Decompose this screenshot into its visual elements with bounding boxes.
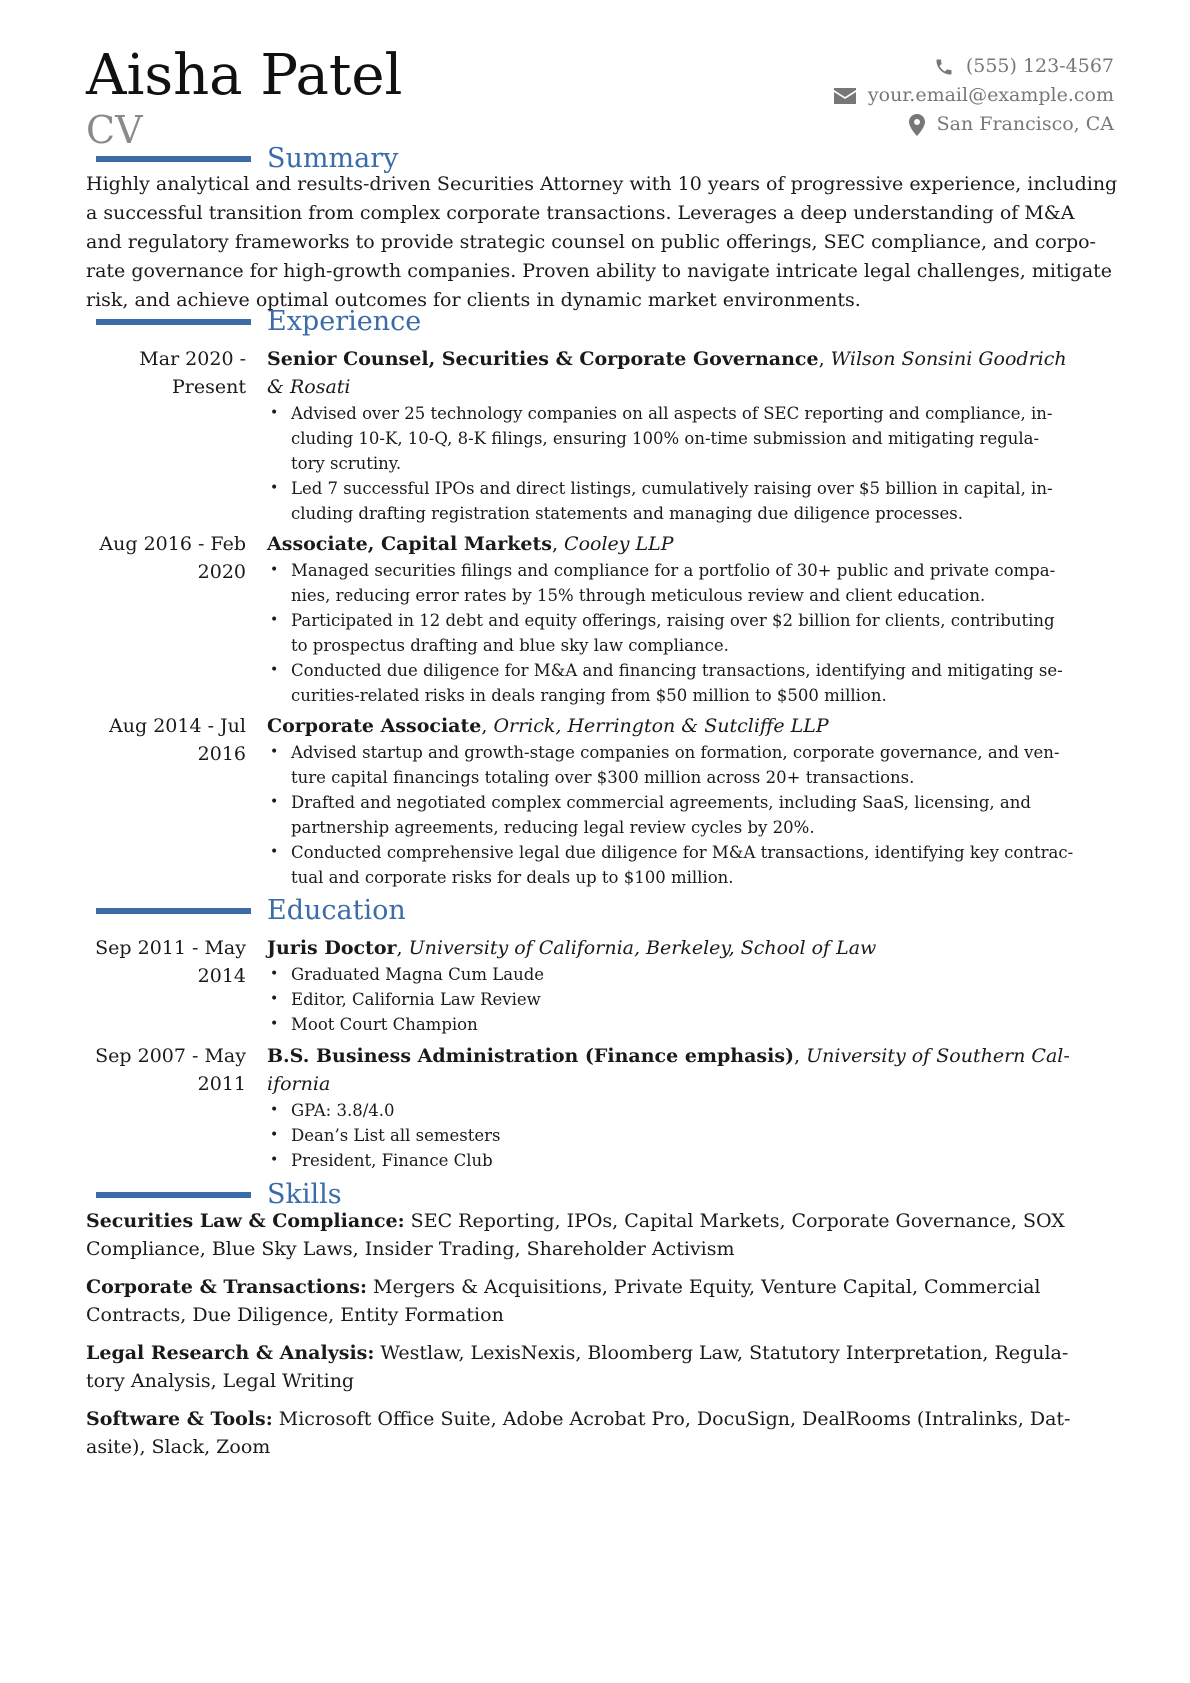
summary-line: rate governance for high-growth companies. Proven ability to navigate intricate legal challenges, mitigate: [86, 260, 1113, 282]
entry-heading: Senior Counsel, Securities & Corporate Governance, Wilson Sonsini Goodrich: [267, 348, 1067, 370]
skill-values: Westlaw, LexisNexis, Bloomberg Law, Statutory Interpretation, Regula-: [374, 1342, 1069, 1364]
entry-date: [86, 1042, 246, 1098]
entry-date: [86, 934, 246, 990]
skill-label: Software & Tools:: [86, 1408, 273, 1430]
entry-date: [86, 712, 246, 768]
candidate-name: Aisha Patel: [86, 43, 403, 108]
bullet-line: • Conducted due diligence for M&A and financing transactions, identifying and mitigating se-: [291, 661, 1063, 680]
bullet-item: [267, 476, 1114, 526]
entry-heading: Corporate Associate, Orrick, Herrington & Sutcliffe LLP: [267, 715, 829, 737]
bullet-item: [267, 987, 1114, 1012]
bullet-list: [267, 1098, 1114, 1173]
bullet-line: • Led 7 successful IPOs and direct listings, cumulatively raising over $5 billion in capital, in-: [291, 479, 1053, 498]
bullet-item: [267, 840, 1114, 890]
bullet-item: [267, 401, 1114, 476]
bullet-line: cluding 10-K, 10-Q, 8-K filings, ensuring 100% on-time submission and mitigating regula-: [291, 429, 1040, 448]
skill-group: [86, 1405, 1114, 1461]
skill-label: Securities Law & Compliance:: [86, 1210, 405, 1232]
bullet-line: • Managed securities filings and compliance for a portfolio of 30+ public and private compa-: [291, 561, 1056, 580]
degree-title: B.S. Business Administration (Finance emphasis): [267, 1045, 795, 1067]
bullet-line: partnership agreements, reducing legal review cycles by 20%.: [291, 818, 815, 837]
skill-values: SEC Reporting, IPOs, Capital Markets, Corporate Governance, SOX: [404, 1210, 1065, 1232]
skill-values-cont: Compliance, Blue Sky Laws, Insider Trading, Shareholder Activism: [86, 1238, 735, 1260]
section-title-experience: Experience: [267, 306, 422, 337]
date-line: Aug 2014 - Jul: [109, 715, 246, 737]
date-line: Mar 2020 -: [139, 348, 246, 370]
bullet-list: [267, 740, 1114, 890]
bullet-item: [267, 1123, 1114, 1148]
skill-values-cont: Contracts, Due Diligence, Entity Formation: [86, 1304, 504, 1326]
entry-date: [86, 530, 246, 586]
bullet-line: cluding drafting registration statements and managing due diligence processes.: [291, 504, 963, 523]
bullet-item: [267, 790, 1114, 840]
summary-line: a successful transition from complex corporate transactions. Leverages a deep understanding of M&A: [86, 202, 1075, 224]
location-text: San Francisco, CA: [936, 113, 1114, 135]
section-header-education: [86, 895, 1114, 927]
skill-values-cont: asite), Slack, Zoom: [86, 1436, 271, 1458]
entry-heading: B.S. Business Administration (Finance emphasis), University of Southern Cal-: [267, 1045, 1070, 1067]
entry-heading-cont: [267, 1070, 1114, 1098]
bullet-line: • Participated in 12 debt and equity offerings, raising over $2 billion for clients, contributing: [291, 611, 1055, 630]
email-text[interactable]: your.email@example.com: [867, 84, 1114, 106]
bullet-line: nies, reducing error rates by 15% through meticulous review and client education.: [291, 586, 986, 605]
entry-body: [267, 345, 1114, 526]
section-accent-bar: [96, 908, 251, 914]
contact-email: [834, 81, 1114, 110]
bullet-line: • GPA: 3.8/4.0: [291, 1101, 395, 1120]
date-line: 2011: [197, 1073, 246, 1095]
employer: Cooley LLP: [564, 533, 674, 555]
bullet-item: [267, 658, 1114, 708]
bullet-item: [267, 1148, 1114, 1173]
employer: Wilson Sonsini Goodrich: [830, 348, 1067, 370]
bullet-line: tual and corporate risks for deals up to $100 million.: [291, 868, 734, 887]
entry-heading: Juris Doctor, University of California, Berkeley, School of Law: [267, 937, 877, 959]
institution: University of California, Berkeley, School of Law: [408, 937, 877, 959]
skill-group: [86, 1273, 1114, 1329]
bullet-item: [267, 1012, 1114, 1037]
section-title-skills: Skills: [267, 1179, 342, 1210]
degree-title: Juris Doctor: [267, 937, 397, 959]
entry-heading: Associate, Capital Markets, Cooley LLP: [267, 533, 674, 555]
date-line: 2014: [197, 965, 246, 987]
summary-line: Highly analytical and results-driven Securities Attorney with 10 years of progressive experience, including: [86, 173, 1118, 195]
bullet-list: [267, 401, 1114, 526]
bullet-list: [267, 558, 1114, 708]
skill-label: Legal Research & Analysis:: [86, 1342, 375, 1364]
section-header-experience: [86, 306, 1114, 338]
entry-body: [267, 1042, 1114, 1173]
job-title: Associate, Capital Markets: [267, 533, 552, 555]
phone-text[interactable]: (555) 123-4567: [965, 55, 1114, 77]
section-title-education: Education: [267, 895, 406, 926]
employer-cont: & Rosati: [267, 376, 351, 398]
date-line: 2020: [197, 561, 246, 583]
job-title: Senior Counsel, Securities & Corporate Governance: [267, 348, 819, 370]
institution-cont: ifornia: [267, 1073, 331, 1095]
bullet-line: • Dean’s List all semesters: [291, 1126, 501, 1145]
contact-block: [834, 52, 1114, 139]
skill-values: Microsoft Office Suite, Adobe Acrobat Pro, DocuSign, DealRooms (Intralinks, Dat-: [272, 1408, 1071, 1430]
entry-body: [267, 530, 1114, 708]
job-title: Corporate Associate: [267, 715, 482, 737]
entry-body: [267, 934, 1114, 1037]
date-line: Present: [172, 376, 246, 398]
bullet-line: to prospectus drafting and blue sky law compliance.: [291, 636, 729, 655]
bullet-line: curities-related risks in deals ranging from $50 million to $500 million.: [291, 686, 887, 705]
bullet-line: • President, Finance Club: [291, 1151, 493, 1170]
bullet-item: [267, 558, 1114, 608]
bullet-line: • Advised over 25 technology companies on all aspects of SEC reporting and compliance, in-: [291, 404, 1053, 423]
skill-group: [86, 1207, 1114, 1263]
date-line: Sep 2007 - May: [95, 1045, 246, 1067]
phone-icon: [934, 57, 954, 77]
skill-group: [86, 1339, 1114, 1395]
summary-line: risk, and achieve optimal outcomes for clients in dynamic market environments.: [86, 289, 861, 311]
bullet-list: [267, 962, 1114, 1037]
document-subtitle: CV: [86, 108, 143, 152]
entry-body: [267, 712, 1114, 890]
section-accent-bar: [96, 319, 251, 325]
date-line: 2016: [197, 743, 246, 765]
entry-date: [86, 345, 246, 401]
institution: University of Southern Cal-: [806, 1045, 1070, 1067]
skill-values-cont: tory Analysis, Legal Writing: [86, 1370, 355, 1392]
contact-location: [834, 110, 1114, 139]
bullet-item: [267, 608, 1114, 658]
date-line: Aug 2016 - Feb: [99, 533, 246, 555]
envelope-icon: [834, 88, 856, 104]
skill-label: Corporate & Transactions:: [86, 1276, 367, 1298]
section-accent-bar: [96, 1192, 251, 1198]
summary-line: and regulatory frameworks to provide strategic counsel on public offerings, SEC compliance, and corpo-: [86, 231, 1096, 253]
bullet-line: • Graduated Magna Cum Laude: [291, 965, 545, 984]
map-pin-icon: [909, 114, 925, 136]
bullet-item: [267, 740, 1114, 790]
bullet-line: • Drafted and negotiated complex commercial agreements, including SaaS, licensing, and: [291, 793, 1031, 812]
section-title-summary: Summary: [267, 143, 399, 174]
date-line: Sep 2011 - May: [95, 937, 246, 959]
employer: Orrick, Herrington & Sutcliffe LLP: [493, 715, 829, 737]
bullet-line: • Advised startup and growth-stage companies on formation, corporate governance, and ven-: [291, 743, 1060, 762]
bullet-item: [267, 1098, 1114, 1123]
bullet-line: • Conducted comprehensive legal due diligence for M&A transactions, identifying key contrac-: [291, 843, 1074, 862]
bullet-line: • Moot Court Champion: [291, 1015, 478, 1034]
bullet-line: tory scrutiny.: [291, 454, 402, 473]
summary-text: [86, 170, 1118, 315]
entry-heading-cont: [267, 373, 1114, 401]
contact-phone: [834, 52, 1114, 81]
skill-values: Mergers & Acquisitions, Private Equity, Venture Capital, Commercial: [367, 1276, 1041, 1298]
section-accent-bar: [96, 156, 251, 162]
bullet-line: • Editor, California Law Review: [291, 990, 541, 1009]
bullet-line: ture capital financings totaling over $300 million across 20+ transactions.: [291, 768, 915, 787]
bullet-item: [267, 962, 1114, 987]
